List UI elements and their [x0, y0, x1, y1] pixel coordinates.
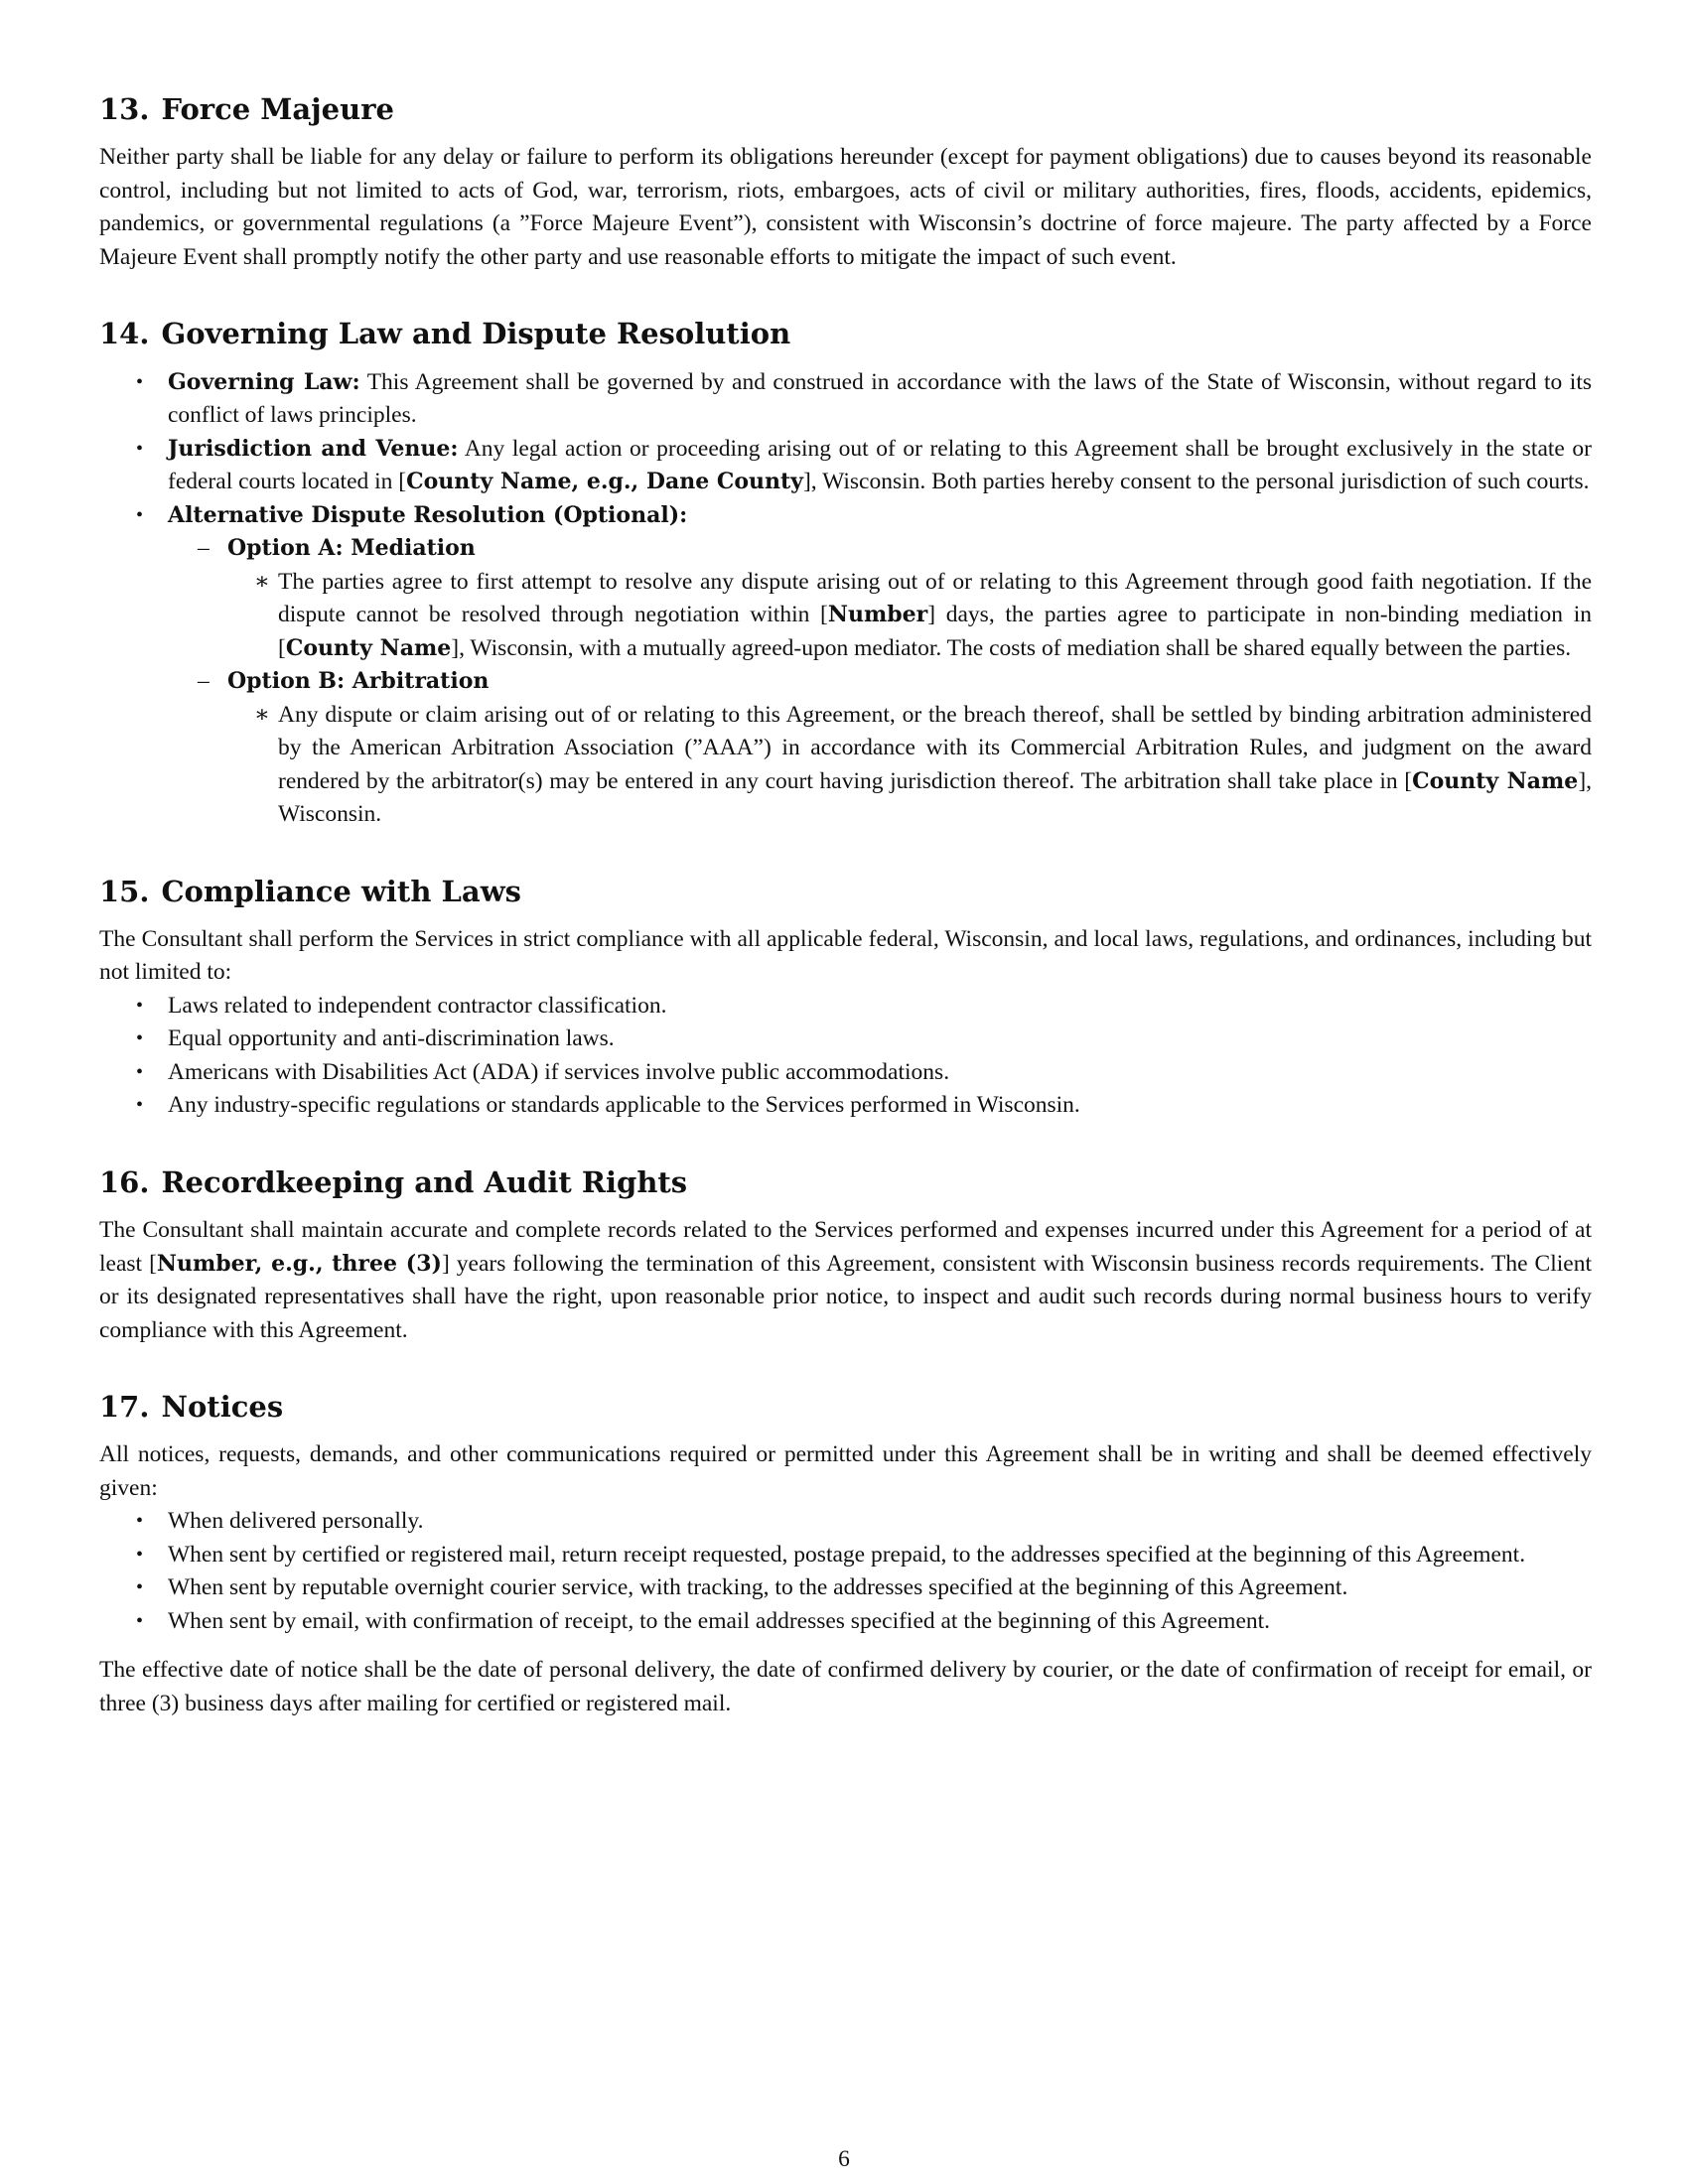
section-heading — [99, 1164, 1592, 1200]
item-text: ], Wisconsin. Both parties hereby consent to the personal jurisdiction of such courts. — [802, 469, 1590, 494]
section-title: Governing Law and Dispute Resolution — [161, 317, 791, 351]
item-text: Equal opportunity and anti-discrimination laws. — [168, 1025, 615, 1052]
item-label: Governing Law: — [168, 368, 360, 395]
paragraph — [99, 1214, 1592, 1347]
item-text: When sent by email, with confirmation of receipt, to the email addresses specified at the beginning of this Agreement. — [168, 1607, 1271, 1634]
bullet-icon: • — [136, 370, 144, 393]
item-text: This Agreement shall be governed by and construed in accordance with the laws of the State of Wisconsin, without regard to its conflict of laws principles. — [168, 368, 1593, 428]
item-text: Any dispute or claim arising out of or relating to this Agreement, or the breach thereof, shall be settled by binding arbitration administered by the American Arbitration Association (”AAA”) in accordance with its Commercial Arbitration Rules, and judgment on the award rendered by the arbitrator(s) may be entered in any court having jurisdiction thereof. The arbitration shall take place in [ — [278, 701, 1592, 794]
bullet-icon: • — [136, 437, 144, 460]
sub-sub-list — [227, 699, 1592, 832]
item-label: Alternative Dispute Resolution (Optional): — [168, 501, 688, 528]
item-text: Any legal action or proceeding arising out of or relating to this Agreement shall be brought exclusively in the state or federal courts located in [ — [168, 435, 1592, 494]
placeholder-text: County Name — [1412, 767, 1579, 794]
section-title: Recordkeeping and Audit Rights — [161, 1164, 688, 1199]
list-item — [99, 1571, 1592, 1605]
section-force-majeure — [99, 91, 1592, 274]
paragraph: Neither party shall be liable for any delay or failure to perform its obligations hereunder (except for payment obligations) due to causes beyond its reasonable control, including but not limited to acts of God, war, terrorism, riots, embargoes, acts of civil or military authorities, fires, floods, accidents, epidemics, pandemics, or governmental regulations (a ”Force Majeure Event”), consistent with Wisconsin’s doctrine of force majeure. The party affected by a Force Majeure Event shall promptly notify the other party and use reasonable efforts to mitigate the impact of such event. — [99, 144, 1592, 270]
section-number: 15. — [99, 874, 150, 908]
bullet-icon: • — [136, 1027, 144, 1050]
paragraph: The Consultant shall perform the Services in strict compliance with all applicable federal, Wisconsin, and local laws, regulations, and ordinances, including but not limited to: — [99, 925, 1592, 986]
option-label: Option B: Arbitration — [227, 668, 490, 694]
item-text: When delivered personally. — [168, 1508, 424, 1535]
list-item — [99, 366, 1592, 433]
bullet-icon: • — [136, 994, 144, 1017]
sub-list-item — [168, 665, 1592, 832]
item-text: When sent by reputable overnight courier service, with tracking, to the addresses specified at the beginning of this Agreement. — [168, 1574, 1348, 1601]
dash-icon: – — [198, 668, 210, 694]
asterisk-icon: ∗ — [254, 568, 270, 595]
section-number: 14. — [99, 317, 150, 351]
bullet-icon: • — [136, 1543, 144, 1566]
list-item — [99, 990, 1592, 1024]
section-title: Force Majeure — [161, 92, 394, 126]
placeholder-text: County Name, e.g., Dane County — [406, 469, 803, 494]
section-number: 17. — [99, 1390, 150, 1424]
item-text: ], Wisconsin, with a mutually agreed-upon mediator. The costs of mediation shall be shared equally between the parties. — [451, 634, 1572, 661]
bullet-icon: • — [136, 1060, 144, 1083]
sub-list — [168, 532, 1592, 832]
item-text: The parties agree to first attempt to resolve any dispute arising out of or relating to this Agreement through good faith negotiation. If the dispute cannot be resolved through negotiation within [ — [278, 568, 1592, 627]
bullet-list — [99, 366, 1592, 832]
option-label: Option A: Mediation — [227, 535, 476, 561]
section-number: 13. — [99, 92, 150, 126]
placeholder-text: Number — [827, 602, 928, 627]
section-notices — [99, 1389, 1592, 1720]
item-text: ] days, the parties agree to participate in non-binding mediation in [ — [278, 602, 1593, 661]
dash-icon: – — [198, 535, 210, 561]
bullet-icon: • — [136, 1609, 144, 1632]
document-page — [99, 91, 1592, 1762]
list-item — [99, 1056, 1592, 1090]
section-heading — [99, 874, 1592, 909]
sub-list-item — [168, 532, 1592, 665]
sub-sub-list-item — [227, 566, 1592, 666]
list-item — [99, 1605, 1592, 1639]
section-title: Notices — [161, 1390, 284, 1424]
section-compliance — [99, 874, 1592, 1123]
bullet-list — [99, 1505, 1592, 1638]
closing-paragraph: The effective date of notice shall be the date of personal delivery, the date of confirmed delivery by courier, or the date of confirmation of receipt for email, or three (3) business days after mailing for certified or registered mail. — [99, 1657, 1592, 1716]
sub-sub-list — [227, 566, 1592, 666]
item-label: Jurisdiction and Venue: — [168, 435, 459, 462]
item-text: ], Wisconsin. — [278, 767, 1593, 827]
section-number: 16. — [99, 1164, 150, 1199]
item-text: Laws related to independent contractor classification. — [168, 992, 667, 1019]
list-item — [99, 433, 1592, 499]
list-item — [99, 1505, 1592, 1539]
page-number: 6 — [838, 2146, 850, 2172]
paragraph-text: ] years following the termination of this Agreement, consistent with Wisconsin business records requirements. The Client or its designated representatives shall have the right, upon reasonable prior notice, to inspect and audit such records during normal business hours to verify compliance with this Agreement. — [99, 1250, 1592, 1343]
section-title: Compliance with Laws — [161, 874, 521, 908]
list-item — [99, 1023, 1592, 1056]
section-heading — [99, 1389, 1592, 1425]
section-heading — [99, 316, 1592, 351]
list-item — [99, 1539, 1592, 1572]
asterisk-icon: ∗ — [254, 701, 270, 728]
section-heading — [99, 91, 1592, 127]
bullet-icon: • — [136, 1510, 144, 1533]
bullet-icon: • — [136, 1576, 144, 1599]
placeholder-text: County Name — [285, 634, 452, 661]
item-text: Americans with Disabilities Act (ADA) if services involve public accommodations. — [168, 1058, 950, 1085]
bullet-icon: • — [136, 1094, 144, 1117]
sub-sub-list-item — [227, 699, 1592, 832]
list-item — [99, 499, 1592, 832]
paragraph-text: The Consultant shall maintain accurate and complete records related to the Services performed and expenses incurred under this Agreement for a period of at least [ — [99, 1217, 1592, 1277]
list-item — [99, 1089, 1592, 1123]
paragraph: All notices, requests, demands, and other communications required or permitted under this Agreement shall be in writing and shall be deemed effectively given: — [99, 1441, 1592, 1501]
item-text: Any industry-specific regulations or standards applicable to the Services performed in Wisconsin. — [168, 1092, 1080, 1119]
bullet-icon: • — [136, 503, 144, 526]
section-governing-law — [99, 316, 1592, 831]
placeholder-text: Number, e.g., three (3) — [156, 1250, 442, 1277]
item-text: When sent by certified or registered mail, return receipt requested, postage prepaid, to the addresses specified at the beginning of this Agreement. — [168, 1541, 1526, 1568]
section-recordkeeping — [99, 1164, 1592, 1347]
bullet-list — [99, 990, 1592, 1123]
